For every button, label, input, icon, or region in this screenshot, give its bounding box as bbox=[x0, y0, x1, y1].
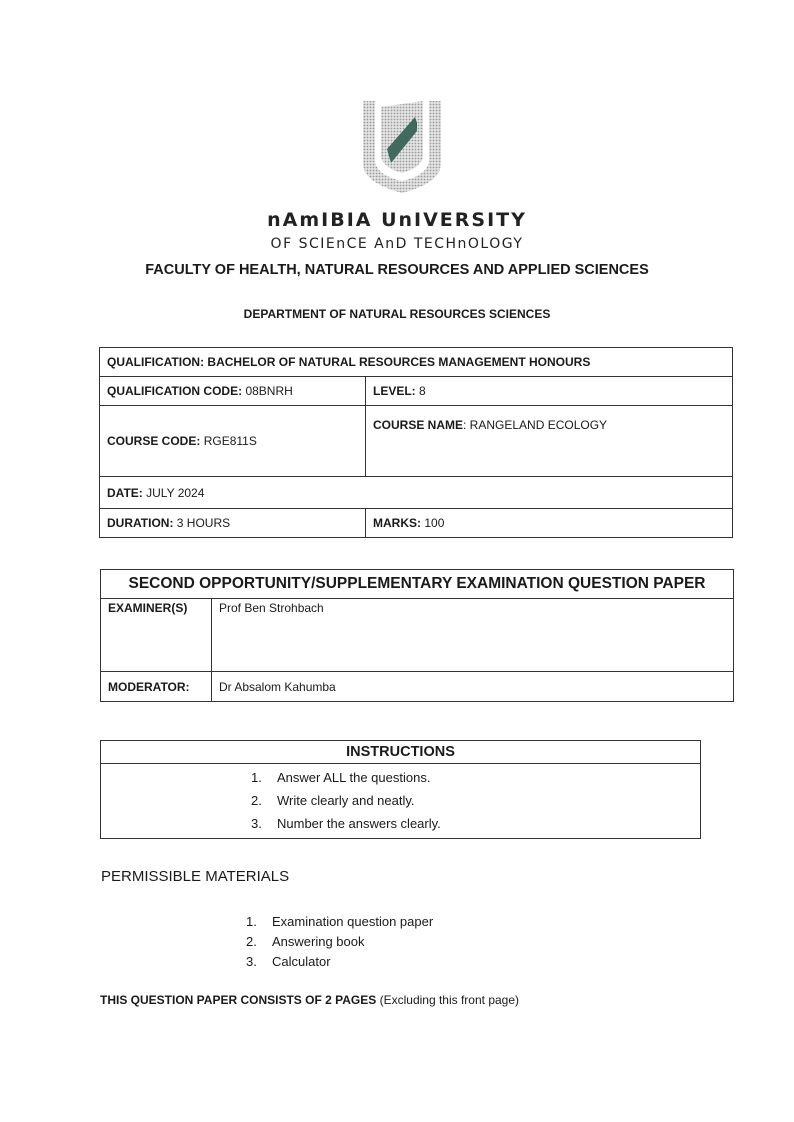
course-name-cell bbox=[366, 406, 733, 477]
list-item-number: 3. bbox=[246, 954, 257, 969]
list-item-number: 3. bbox=[251, 816, 262, 831]
instructions-body bbox=[101, 764, 701, 839]
qualification-code-label: QUALIFICATION CODE: bbox=[107, 384, 243, 398]
university-subtitle: OF SCIEnCE AnD TECHnOLOGY bbox=[270, 236, 524, 252]
qualification-code-cell bbox=[100, 377, 366, 406]
list-item-text: Answer ALL the questions. bbox=[277, 770, 431, 785]
examination-table bbox=[100, 569, 734, 702]
examiner-value: Prof Ben Strohbach bbox=[212, 599, 734, 672]
list-item-text: Number the answers clearly. bbox=[277, 816, 441, 831]
instructions-table bbox=[100, 740, 701, 839]
list-item bbox=[246, 912, 433, 932]
instructions-list bbox=[101, 764, 700, 838]
qualification-code-value: 08BNRH bbox=[245, 384, 293, 398]
page-count-bold: THIS QUESTION PAPER CONSISTS OF 2 PAGES bbox=[100, 993, 377, 1007]
list-item-text: Answering book bbox=[272, 934, 365, 949]
list-item bbox=[101, 766, 700, 789]
university-name: nAmIBIA UnIVERSITY bbox=[267, 209, 527, 231]
level-cell bbox=[366, 377, 733, 406]
page-count-note bbox=[100, 993, 519, 1007]
list-item bbox=[246, 952, 433, 972]
duration-value: 3 HOURS bbox=[176, 516, 231, 530]
date-cell bbox=[100, 477, 733, 509]
department-heading: DEPARTMENT OF NATURAL RESOURCES SCIENCES bbox=[243, 307, 551, 321]
list-item-number: 1. bbox=[246, 914, 257, 929]
course-name-value: : RANGELAND ECOLOGY bbox=[463, 418, 608, 432]
list-item-number: 1. bbox=[251, 770, 262, 785]
course-code-cell bbox=[100, 406, 366, 477]
list-item-text: Write clearly and neatly. bbox=[277, 793, 415, 808]
qualification-table bbox=[99, 347, 733, 538]
course-code-label: COURSE CODE: bbox=[107, 434, 201, 448]
list-item-text: Examination question paper bbox=[272, 914, 434, 929]
list-item-text: Calculator bbox=[272, 954, 331, 969]
examination-title: SECOND OPPORTUNITY/SUPPLEMENTARY EXAMINATION QUESTION PAPER bbox=[101, 570, 734, 599]
list-item bbox=[101, 789, 700, 812]
faculty-heading: FACULTY OF HEALTH, NATURAL RESOURCES AND APPLIED SCIENCES bbox=[145, 262, 649, 278]
level-value: 8 bbox=[419, 384, 426, 398]
page-count-normal: (Excluding this front page) bbox=[376, 993, 520, 1007]
marks-cell bbox=[366, 509, 733, 538]
date-value: JULY 2024 bbox=[146, 485, 205, 500]
date-label: DATE: bbox=[107, 485, 143, 500]
examiner-label: EXAMINER(S) bbox=[101, 599, 212, 672]
list-item-number: 2. bbox=[246, 934, 257, 949]
level-label: LEVEL: bbox=[373, 384, 416, 398]
course-name-label: COURSE NAME bbox=[373, 418, 464, 432]
list-item bbox=[101, 812, 700, 835]
instructions-title: INSTRUCTIONS bbox=[101, 741, 701, 764]
duration-label: DURATION: bbox=[107, 516, 174, 530]
university-logo bbox=[357, 97, 447, 193]
duration-cell bbox=[100, 509, 366, 538]
marks-value: 100 bbox=[424, 516, 445, 530]
moderator-value: Dr Absalom Kahumba bbox=[212, 672, 734, 702]
marks-label: MARKS: bbox=[373, 516, 421, 530]
permissible-materials-list bbox=[246, 912, 433, 972]
list-item-number: 2. bbox=[251, 793, 262, 808]
permissible-materials-heading: PERMISSIBLE MATERIALS bbox=[101, 868, 290, 885]
list-item bbox=[246, 932, 433, 952]
moderator-label: MODERATOR: bbox=[101, 672, 212, 702]
course-code-value: RGE811S bbox=[203, 434, 257, 448]
qualification-cell: QUALIFICATION: BACHELOR OF NATURAL RESOURCES MANAGEMENT HONOURS bbox=[100, 348, 733, 377]
